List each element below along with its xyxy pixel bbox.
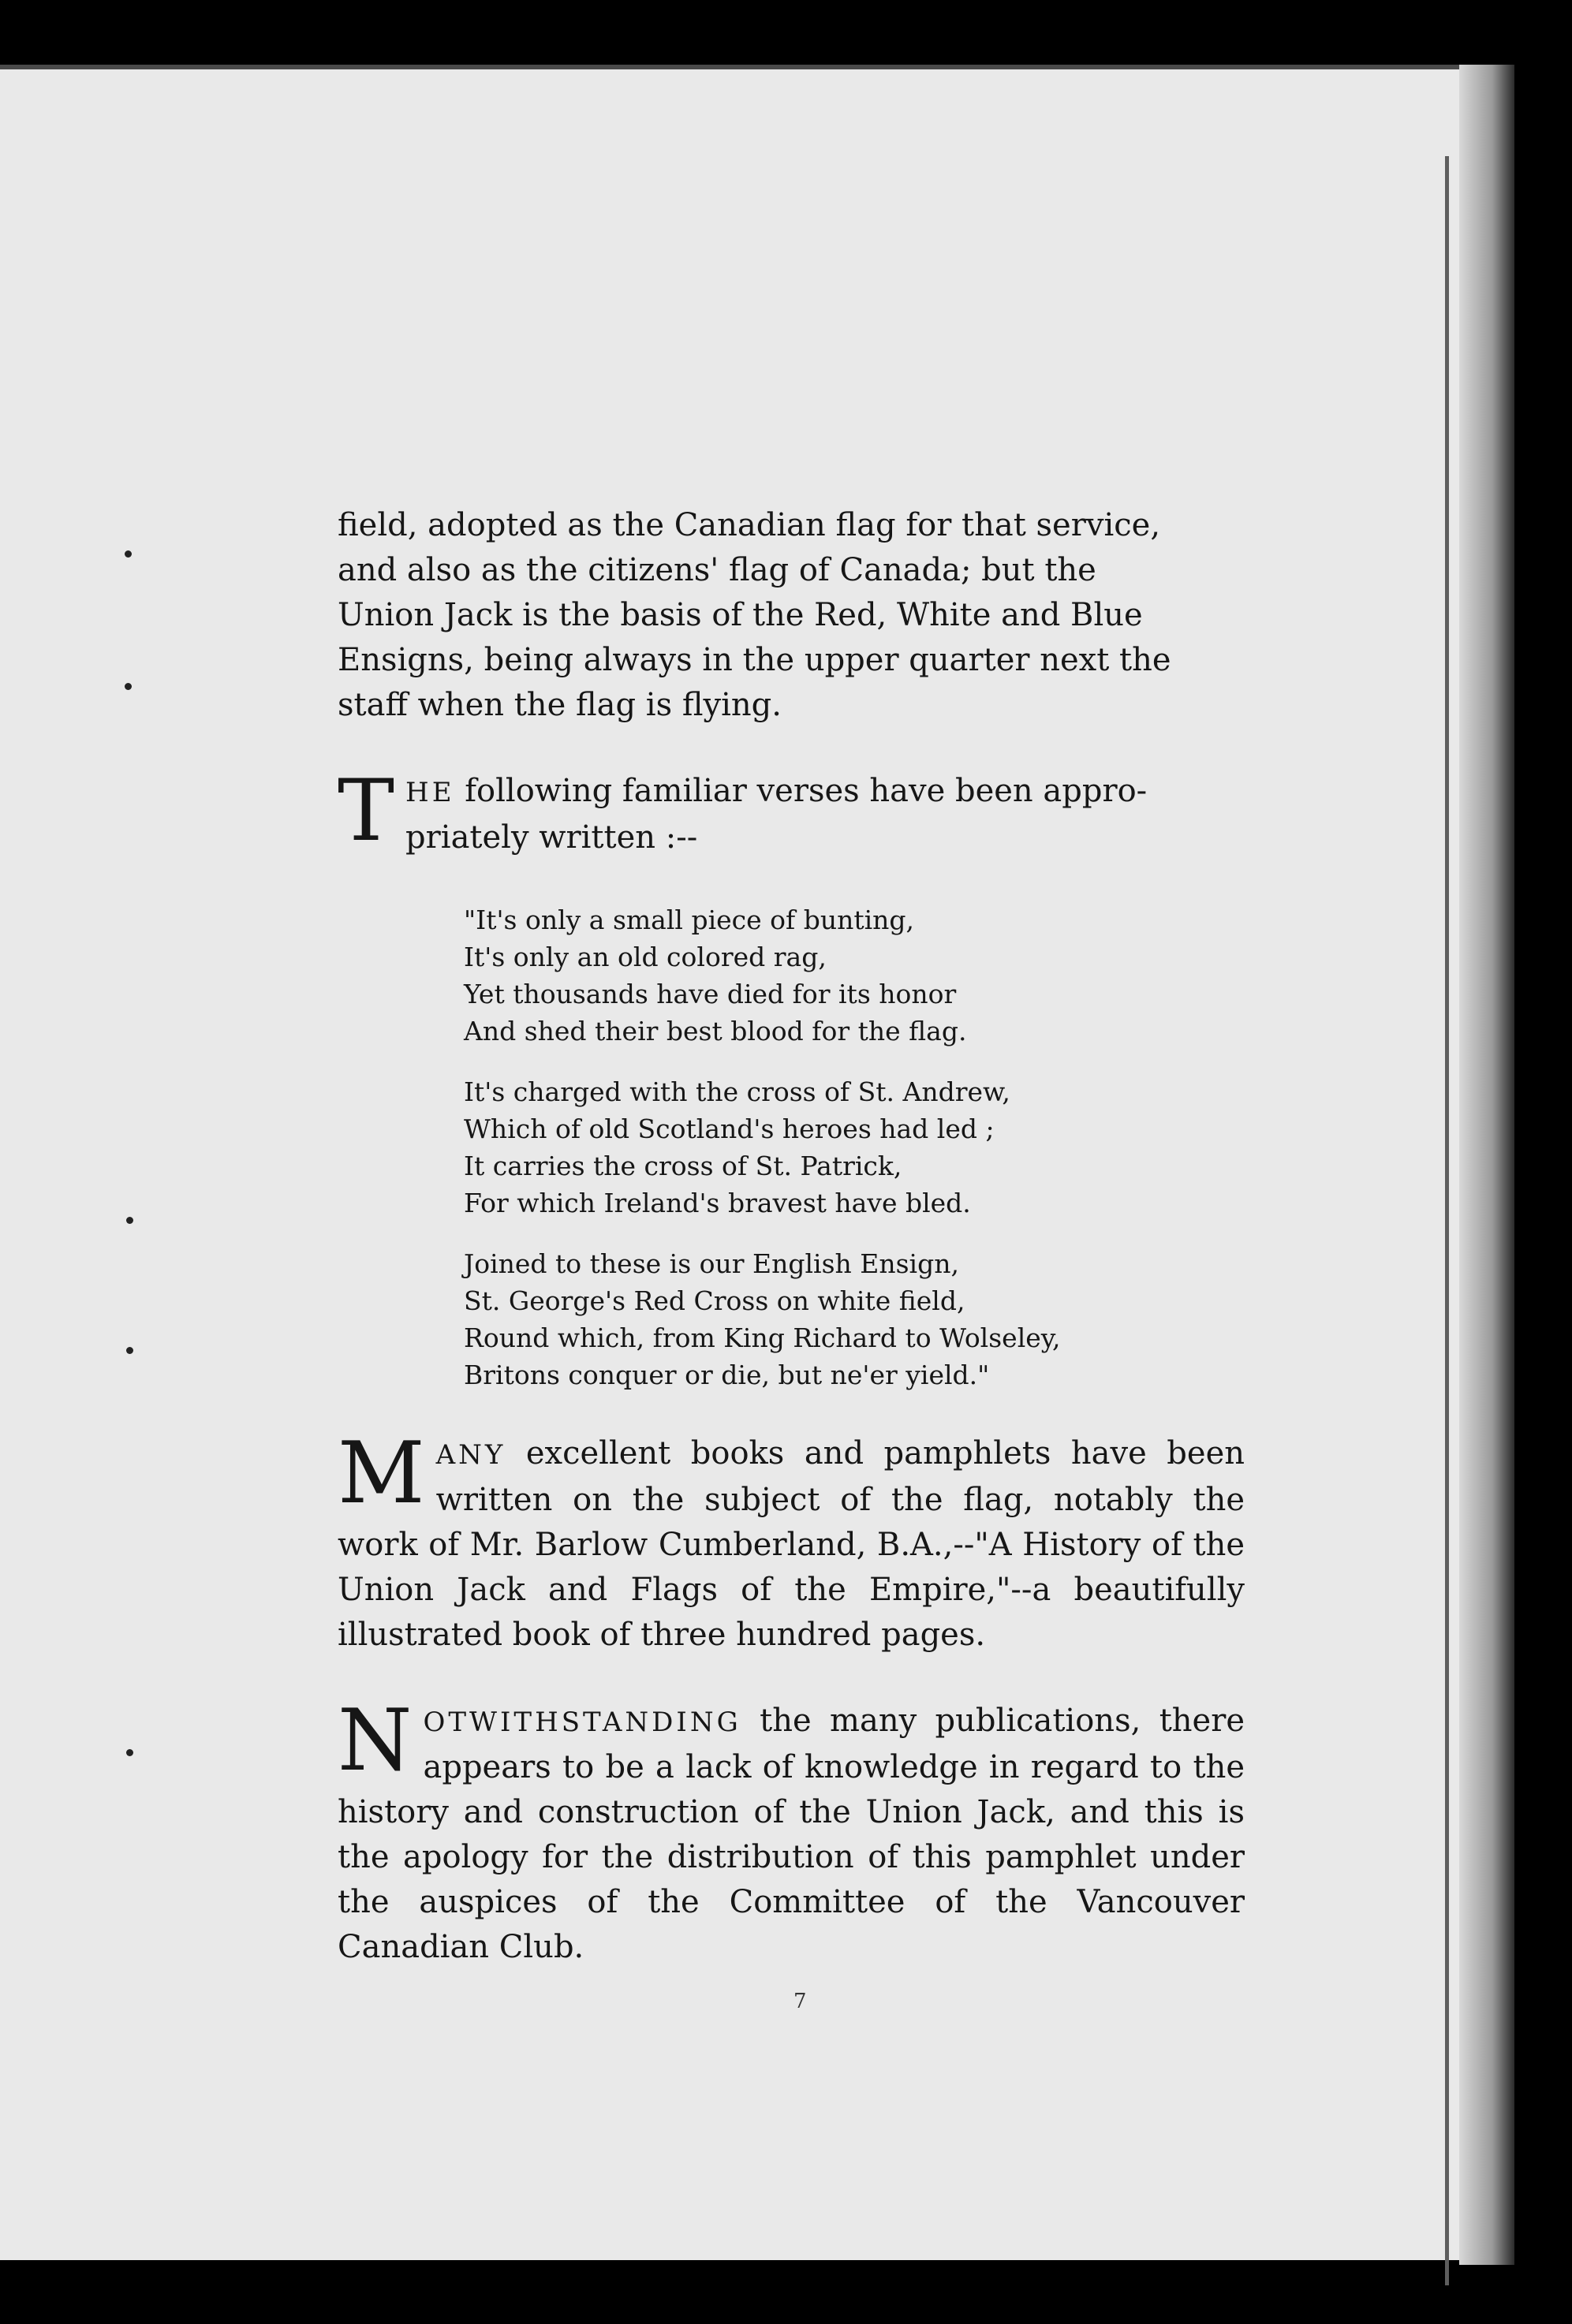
- text-line: and also as the citizens' flag of Canada; but the: [338, 552, 1096, 588]
- margin-speck: [125, 683, 132, 690]
- paragraph-text: the many publications, there appears to be a lack of knowledge in regard to the history and construction of the Union Jack, and this is the apology for the distribution of this pamphlet under the auspices of the Committee of the Vancouver Canadian Club.: [338, 1703, 1245, 1965]
- margin-speck: [126, 1347, 133, 1354]
- text-line: priately written :--: [405, 819, 698, 856]
- small-caps: HE: [405, 777, 455, 808]
- page-edge-line: [1445, 156, 1449, 2285]
- page: [0, 65, 1489, 2260]
- paragraph-many: [338, 1424, 1245, 1658]
- drop-cap: N: [338, 1692, 413, 1790]
- poem-stanza: [464, 1245, 1245, 1393]
- poem-line: Yet thousands have died for its honor: [464, 979, 957, 1009]
- paragraph-notwithstanding: [338, 1692, 1245, 1970]
- margin-speck: [126, 1749, 133, 1756]
- small-caps: ANY: [435, 1439, 506, 1471]
- poem-line: Joined to these is our English Ensign,: [464, 1248, 959, 1279]
- poem-stanza: [464, 1073, 1245, 1222]
- text-line: Ensigns, being always in the upper quarter next the: [338, 642, 1171, 678]
- text-line: staff when the flag is flying.: [338, 687, 782, 723]
- poem-line: For which Ireland's bravest have bled.: [464, 1188, 971, 1218]
- poem-line: St. George's Red Cross on white field,: [464, 1285, 965, 1316]
- paragraph-intro: [338, 503, 1245, 728]
- text-line: field, adopted as the Canadian flag for that service,: [338, 507, 1161, 543]
- page-content: [338, 503, 1245, 2011]
- text-line: Union Jack is the basis of the Red, White and Blue: [338, 597, 1143, 633]
- poem: [464, 901, 1245, 1393]
- margin-speck: [125, 550, 132, 558]
- paragraph-text: excellent books and pamphlets have been written on the subject of the flag, notably the work of Mr. Barlow Cumberland, B.A.,--"A History of the Union Jack and Flags of the Empire,"--a beautifully illustrated book of three hundred pages.: [338, 1435, 1245, 1653]
- poem-line: And shed their best blood for the flag.: [464, 1016, 967, 1046]
- poem-line: Britons conquer or die, but ne'er yield.": [464, 1360, 990, 1390]
- poem-line: It's only an old colored rag,: [464, 942, 827, 972]
- small-caps: OTWITHSTANDING: [423, 1707, 741, 1738]
- poem-line: It carries the cross of St. Patrick,: [464, 1151, 902, 1181]
- page-curl-shadow: [1459, 65, 1514, 2265]
- text-line: following familiar verses have been appro-: [454, 773, 1148, 809]
- poem-line: Which of old Scotland's heroes had led ;: [464, 1114, 995, 1144]
- drop-cap: T: [338, 762, 395, 860]
- drop-cap: M: [338, 1424, 425, 1523]
- poem-line: "It's only a small piece of bunting,: [464, 905, 915, 935]
- poem-line: It's charged with the cross of St. Andrew,: [464, 1076, 1010, 1107]
- poem-stanza: [464, 901, 1245, 1050]
- margin-speck: [126, 1217, 133, 1224]
- poem-line: Round which, from King Richard to Wolseley,: [464, 1322, 1061, 1353]
- page-number: 7: [793, 1990, 807, 2013]
- paragraph-verses-intro: [338, 762, 1245, 860]
